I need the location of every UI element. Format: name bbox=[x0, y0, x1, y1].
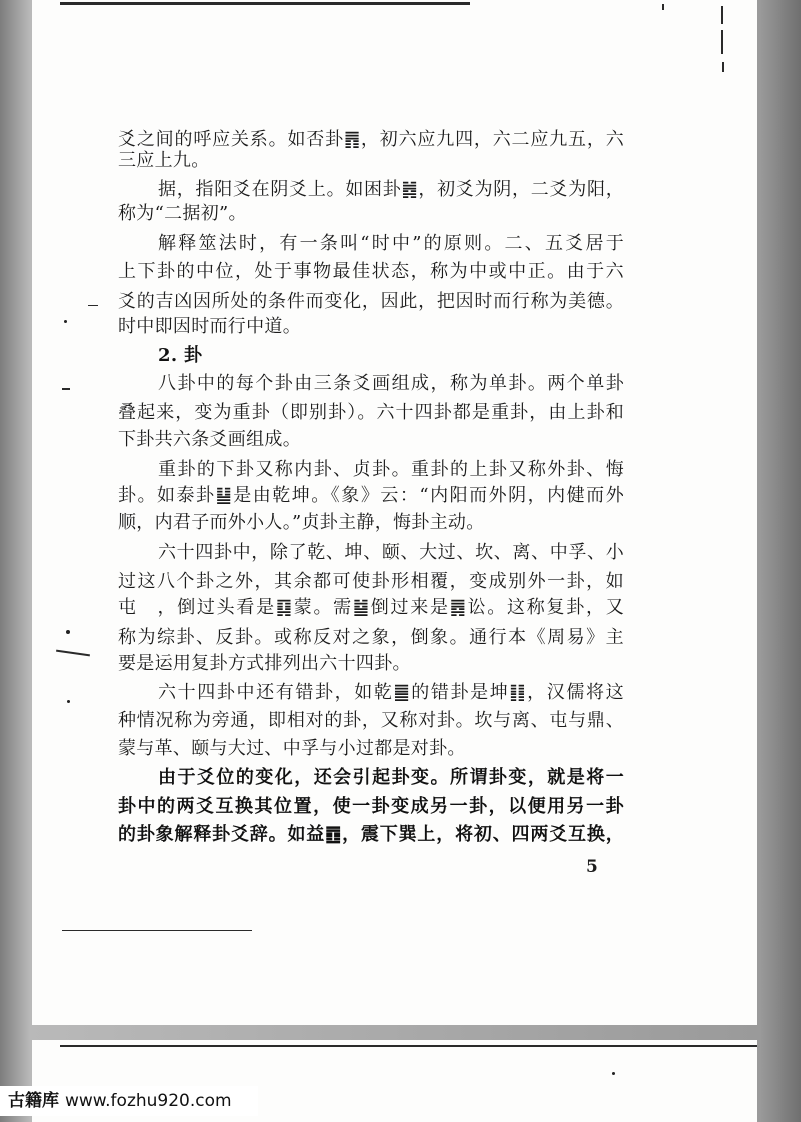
text-line: 过这八个卦之外，其余都可使卦形相覆，变成别外一卦，如 bbox=[118, 571, 624, 592]
scan-bottom-rule bbox=[62, 930, 252, 931]
text-line: 下卦共六条爻画组成。 bbox=[118, 429, 301, 450]
site-watermark bbox=[0, 1086, 258, 1116]
page-number: 5 bbox=[586, 857, 598, 877]
text-line: 六十四卦中，除了乾、坤、颐、大过、坎、离、中孚、小 bbox=[158, 542, 624, 563]
text-line: 六十四卦中还有错卦，如乾䷀的错卦是坤䷁，汉儒将这 bbox=[158, 682, 624, 703]
text-line: 卦。如泰卦䷊是由乾坤。《象》云：“内阳而外阴，内健而外 bbox=[118, 485, 624, 506]
text-line: 重卦的下卦又称内卦、贞卦。重卦的上卦又称外卦、悔 bbox=[158, 459, 624, 480]
scan-margin-mark bbox=[721, 6, 723, 24]
text-line: 上下卦的中位，处于事物最佳状态，称为中或中正。由于六 bbox=[118, 261, 624, 282]
text-line: 的卦象解释卦爻辞。如益䷩，震下巽上，将初、四两爻互换， bbox=[118, 824, 624, 845]
text-line: 解释筮法时，有一条叫“时中”的原则。二、五爻居于 bbox=[158, 233, 624, 254]
scan-margin-mark bbox=[62, 388, 70, 390]
text-line: 爻之间的呼应关系。如否卦䷋，初六应九四，六二应九五，六 bbox=[118, 129, 624, 150]
scan-speck bbox=[64, 320, 67, 323]
text-line: 蒙与革、颐与大过、中孚与小过都是对卦。 bbox=[118, 738, 466, 759]
scan-speck bbox=[66, 630, 70, 634]
text-line: 要是运用复卦方式排列出六十四卦。 bbox=[118, 653, 411, 674]
text-line: 叠起来，变为重卦（即别卦）。六十四卦都是重卦，由上卦和 bbox=[118, 402, 624, 423]
scan-top-rule bbox=[60, 2, 470, 5]
section-heading: 2. 卦 bbox=[158, 345, 203, 366]
scan-margin-mark bbox=[721, 30, 723, 54]
text-line: 屯 ，倒过头看是䷃蒙。需䷄倒过来是䷅讼。这称复卦，又 bbox=[118, 597, 624, 618]
text-line: 据，指阳爻在阴爻上。如困卦䷮，初爻为阴，二爻为阳， bbox=[158, 179, 624, 200]
text-line: 称为“二据初”。 bbox=[118, 203, 247, 224]
text-line: 八卦中的每个卦由三条爻画组成，称为单卦。两个单卦 bbox=[158, 373, 624, 394]
scan-margin-mark bbox=[722, 62, 724, 72]
text-line: 三应上九。 bbox=[118, 150, 210, 171]
text-line: 顺，内君子而外小人。”贞卦主静，悔卦主动。 bbox=[118, 512, 485, 533]
text-line: 称为综卦、反卦。或称反对之象，倒象。通行本《周易》主 bbox=[118, 627, 624, 648]
watermark-url: www.fozhu920.com bbox=[65, 1091, 232, 1111]
watermark-site-name: 古籍库 bbox=[8, 1091, 59, 1111]
scan-next-page-rule bbox=[60, 1045, 757, 1047]
scan-speck bbox=[612, 1072, 615, 1075]
text-line: 卦中的两爻互换其位置，使一卦变成另一卦，以便用另一卦 bbox=[118, 796, 624, 817]
scan-margin-mark bbox=[88, 305, 98, 306]
scan-margin-mark bbox=[662, 4, 664, 10]
scan-speck bbox=[67, 700, 70, 703]
text-line: 爻的吉凶因所处的条件而变化，因此，把因时而行称为美德。 bbox=[118, 291, 624, 312]
text-line: 时中即因时而行中道。 bbox=[118, 316, 301, 337]
text-line: 种情况称为旁通，即相对的卦，又称对卦。坎与离、屯与鼎、 bbox=[118, 710, 624, 731]
text-line: 由于爻位的变化，还会引起卦变。所谓卦变，就是将一 bbox=[158, 767, 624, 788]
